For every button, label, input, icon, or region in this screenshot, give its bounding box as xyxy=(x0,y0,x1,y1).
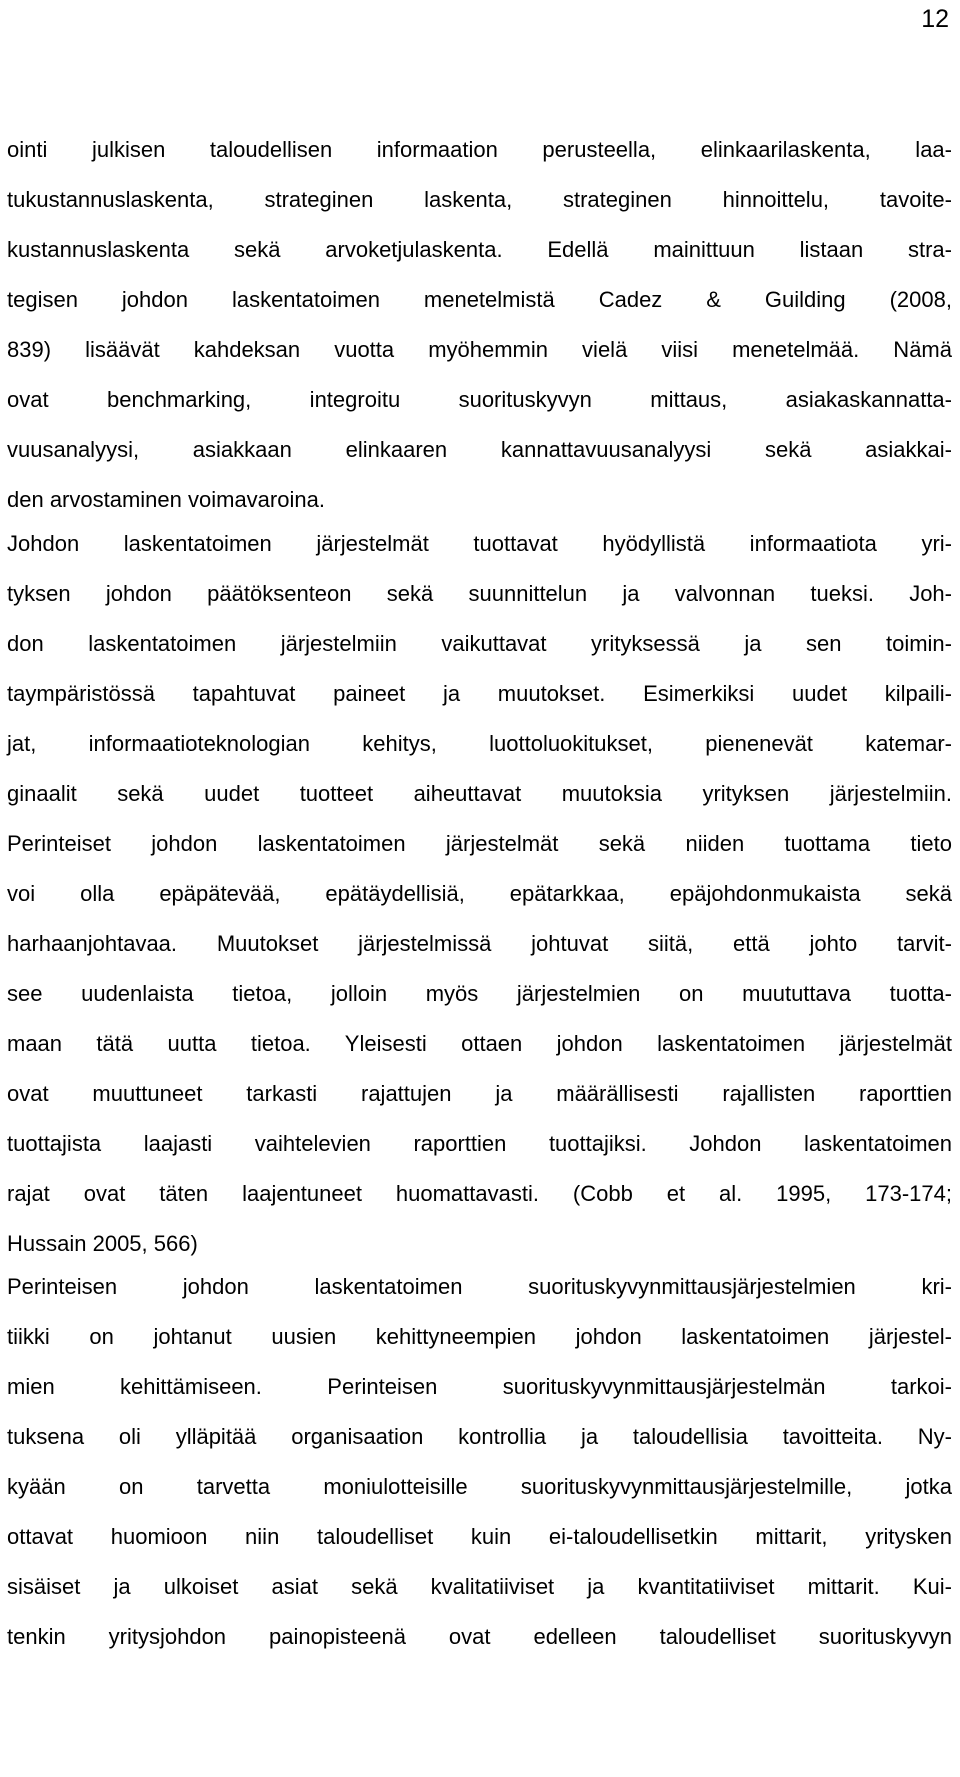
text-line: Perinteisen johdon laskentatoimen suorituskyvynmittausjärjestelmien kri- xyxy=(7,1274,952,1299)
text-line: kustannuslaskenta sekä arvoketjulaskenta. Edellä mainittuun listaan stra- xyxy=(7,237,952,262)
text-line: ointi julkisen taloudellisen informaation perusteella, elinkaarilaskenta, laa- xyxy=(7,137,952,162)
paragraph-1 xyxy=(7,125,952,525)
text-line: rajat ovat täten laajentuneet huomattavasti. (Cobb et al. 1995, 173-174; xyxy=(7,1181,952,1206)
text-line: kyään on tarvetta moniulotteisille suorituskyvynmittausjärjestelmille, jotka xyxy=(7,1474,952,1499)
text-line: Johdon laskentatoimen järjestelmät tuottavat hyödyllistä informaatiota yri- xyxy=(7,531,952,556)
text-line: tegisen johdon laskentatoimen menetelmistä Cadez & Guilding (2008, xyxy=(7,287,952,312)
text-line: ginaalit sekä uudet tuotteet aiheuttavat muutoksia yrityksen järjestelmiin. xyxy=(7,781,952,806)
page-number: 12 xyxy=(921,5,949,33)
text-line: taympäristössä tapahtuvat paineet ja muutokset. Esimerkiksi uudet kilpaili- xyxy=(7,681,952,706)
text-line: ottavat huomioon niin taloudelliset kuin ei-taloudellisetkin mittarit, yritysken xyxy=(7,1524,952,1549)
text-line: ovat benchmarking, integroitu suorituskyvyn mittaus, asiakaskannatta- xyxy=(7,387,952,412)
text-line: maan tätä uutta tietoa. Yleisesti ottaen johdon laskentatoimen järjestelmät xyxy=(7,1031,952,1056)
text-line: don laskentatoimen järjestelmiin vaikuttavat yrityksessä ja sen toimin- xyxy=(7,631,952,656)
text-line: Perinteiset johdon laskentatoimen järjestelmät sekä niiden tuottama tieto xyxy=(7,831,952,856)
text-line: jat, informaatioteknologian kehitys, luottoluokitukset, pienenevät katemar- xyxy=(7,731,952,756)
paragraph-2 xyxy=(7,519,952,1269)
text-line: sisäiset ja ulkoiset asiat sekä kvalitatiiviset ja kvantitatiiviset mittarit. Kui- xyxy=(7,1574,952,1599)
text-line: vuusanalyysi, asiakkaan elinkaaren kannattavuusanalyysi sekä asiakkai- xyxy=(7,437,952,462)
text-line: tuottajista laajasti vaihtelevien raporttien tuottajiksi. Johdon laskentatoimen xyxy=(7,1131,952,1156)
text-line: tenkin yritysjohdon painopisteenä ovat edelleen taloudelliset suorituskyvyn xyxy=(7,1624,952,1649)
text-line: mien kehittämiseen. Perinteisen suorituskyvynmittausjärjestelmän tarkoi- xyxy=(7,1374,952,1399)
text-line: tiikki on johtanut uusien kehittyneempien johdon laskentatoimen järjestel- xyxy=(7,1324,952,1349)
text-line: voi olla epäpätevää, epätäydellisiä, epätarkkaa, epäjohdonmukaista sekä xyxy=(7,881,952,906)
text-line: see uudenlaista tietoa, jolloin myös järjestelmien on muututtava tuotta- xyxy=(7,981,952,1006)
text-line: den arvostaminen voimavaroina. xyxy=(7,487,325,512)
text-line: 839) lisäävät kahdeksan vuotta myöhemmin vielä viisi menetelmää. Nämä xyxy=(7,337,952,362)
text-line: tukustannuslaskenta, strateginen laskenta, strateginen hinnoittelu, tavoite- xyxy=(7,187,952,212)
text-line: tuksena oli ylläpitää organisaation kontrollia ja taloudellisia tavoitteita. Ny- xyxy=(7,1424,952,1449)
text-line: ovat muuttuneet tarkasti rajattujen ja määrällisesti rajallisten raporttien xyxy=(7,1081,952,1106)
paragraph-3 xyxy=(7,1262,952,1662)
text-line: Hussain 2005, 566) xyxy=(7,1231,198,1256)
text-line: tyksen johdon päätöksenteon sekä suunnittelun ja valvonnan tueksi. Joh- xyxy=(7,581,952,606)
text-line: harhaanjohtavaa. Muutokset järjestelmissä johtuvat siitä, että johto tarvit- xyxy=(7,931,952,956)
